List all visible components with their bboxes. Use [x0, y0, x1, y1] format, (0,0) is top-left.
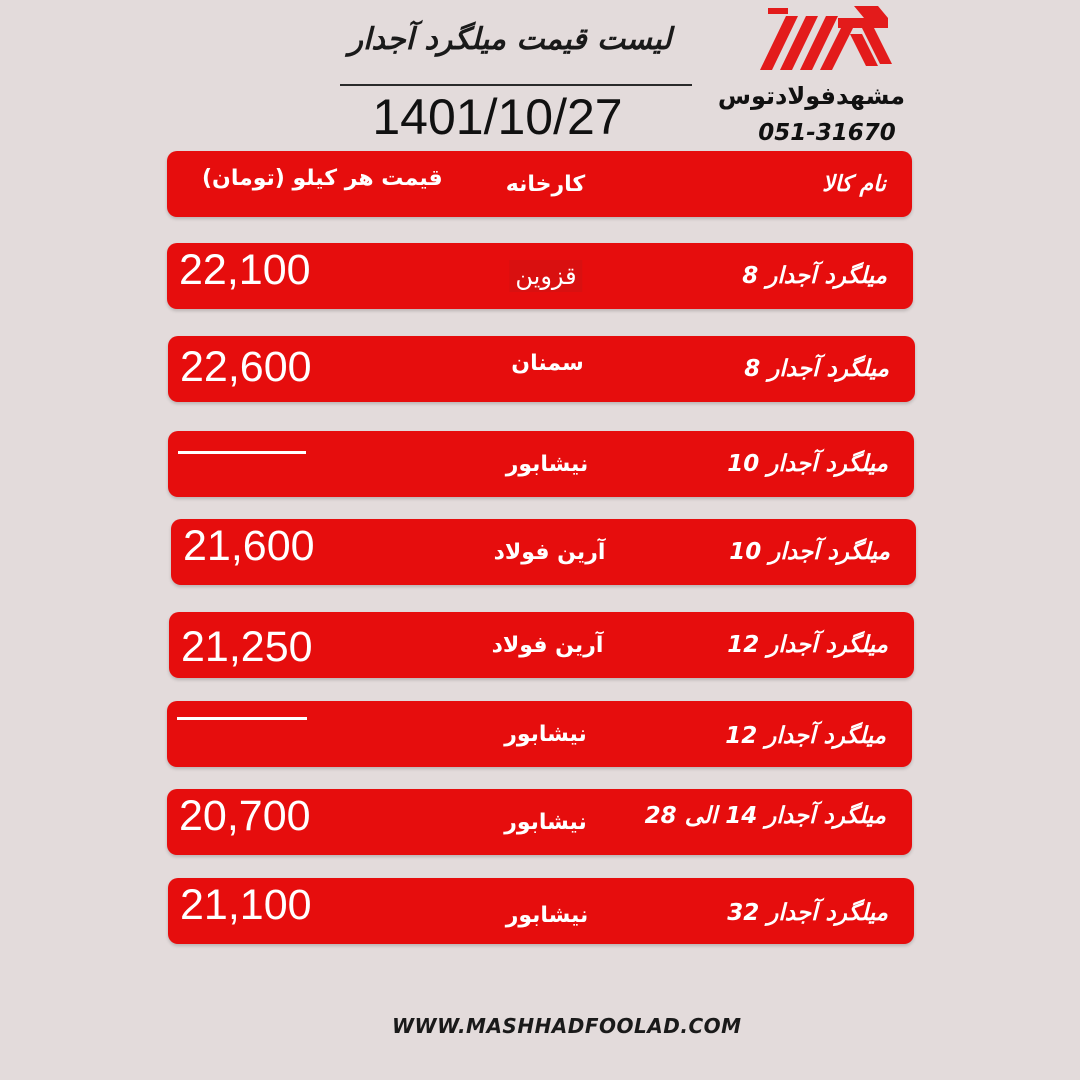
column-header-factory: کارخانه — [505, 171, 586, 197]
price-date: 1401/10/27 — [372, 89, 623, 145]
row-price: 22,100 — [179, 245, 311, 294]
brand-name: مشهدفولادتوس — [717, 82, 905, 110]
table-row — [167, 789, 912, 855]
row-product-name: میلگرد آجدار 32 — [727, 900, 888, 926]
price-unavailable-dash — [177, 717, 307, 720]
footer-website[interactable]: WWW.MASHHADFOOLAD.COM — [392, 1014, 742, 1038]
title-divider — [340, 84, 692, 86]
steel-beam-logo-icon — [758, 4, 894, 72]
table-row — [171, 519, 916, 585]
row-factory: نیشابور — [504, 721, 587, 747]
table-row — [168, 431, 914, 497]
row-price: 22,600 — [180, 342, 312, 391]
row-price: 20,700 — [179, 791, 311, 840]
row-factory: آرین فولاد — [493, 539, 606, 565]
row-factory: آرین فولاد — [491, 632, 604, 658]
row-product-name: میلگرد آجدار 10 — [729, 539, 890, 565]
row-product-name: میلگرد آجدار 8 — [742, 263, 887, 289]
brand-phone: 051-31670 — [758, 120, 896, 146]
table-row — [168, 878, 914, 944]
table-row — [168, 336, 915, 402]
row-product-name: میلگرد آجدار 12 — [727, 632, 888, 658]
table-row — [167, 243, 913, 309]
row-factory: نیشابور — [504, 809, 587, 835]
row-product-name: میلگرد آجدار 10 — [727, 451, 888, 477]
row-factory-label: قزوین — [509, 260, 582, 292]
page-title: لیست قیمت میلگرد آجدار — [348, 22, 672, 57]
row-price: 21,600 — [183, 521, 315, 570]
column-header-price: قیمت هر کیلو (تومان) — [202, 165, 443, 191]
price-unavailable-dash — [178, 451, 306, 454]
row-price: 21,250 — [181, 622, 313, 671]
row-product-name: میلگرد آجدار 14 الی 28 — [644, 803, 886, 829]
row-factory: نیشابور — [505, 902, 589, 928]
row-factory — [509, 243, 582, 309]
row-product-name: میلگرد آجدار 8 — [744, 356, 889, 382]
table-row — [169, 612, 914, 678]
row-product-name: میلگرد آجدار 12 — [725, 723, 886, 749]
row-price: 21,100 — [180, 880, 312, 929]
table-header-row — [167, 151, 912, 217]
row-factory: سمنان — [511, 350, 584, 376]
column-header-name: نام کالا — [822, 171, 886, 197]
row-factory: نیشابور — [505, 451, 589, 477]
table-row — [167, 701, 912, 767]
